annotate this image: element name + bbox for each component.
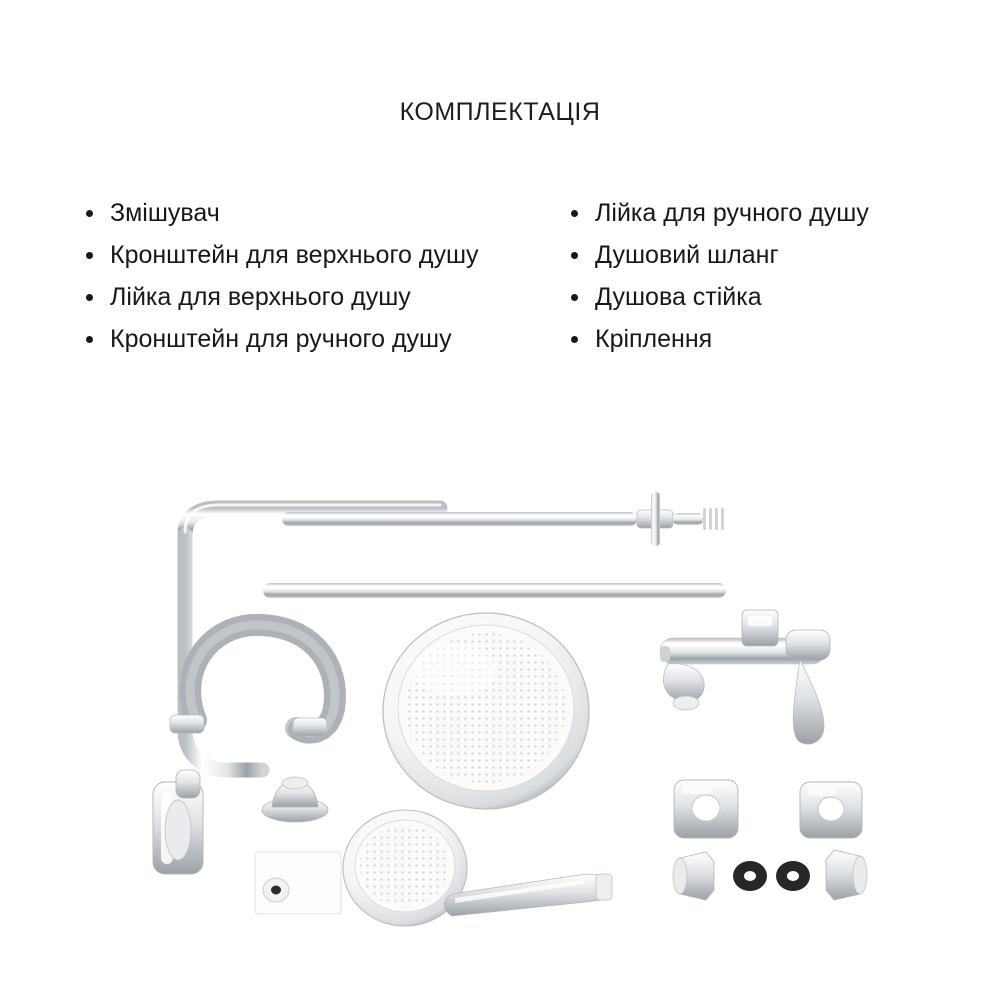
contents-column-left [60, 192, 565, 360]
hand-shower-head [343, 810, 612, 926]
list-item: Змішувач [80, 192, 540, 234]
square-escutcheon-plate-right [800, 782, 862, 838]
list-item: Душова стійка [565, 276, 990, 318]
square-escutcheon-plate-left [674, 780, 738, 838]
list-item: Душовий шланг [565, 234, 990, 276]
hand-shower-holder [153, 770, 203, 874]
contents-list-left [80, 192, 565, 360]
product-illustration [0, 470, 1000, 950]
contents-column-right [565, 192, 990, 360]
list-item: Лійка для ручного душу [565, 192, 990, 234]
wall-mounted-mixer-faucet [660, 610, 830, 744]
rubber-gasket-left [733, 861, 767, 891]
round-overhead-shower-head [383, 613, 589, 809]
straight-tube-with-cross-fitting [282, 492, 724, 546]
list-item: Кронштейн для ручного душу [80, 318, 540, 360]
eccentric-connector-left [673, 852, 714, 900]
wall-flange-round [262, 777, 328, 822]
page-title: КОМПЛЕКТАЦІЯ [399, 98, 601, 126]
eccentric-connector-right [826, 850, 867, 900]
flexible-shower-hose [170, 625, 335, 736]
rubber-gasket-right [776, 861, 810, 891]
contents-columns [60, 192, 990, 360]
mounting-hardware-packet [255, 852, 341, 914]
list-item: Кріплення [565, 318, 990, 360]
list-item: Кронштейн для верхнього душу [80, 234, 540, 276]
contents-list-right [565, 192, 990, 360]
straight-tube [263, 583, 726, 598]
list-item: Лійка для верхнього душу [80, 276, 540, 318]
